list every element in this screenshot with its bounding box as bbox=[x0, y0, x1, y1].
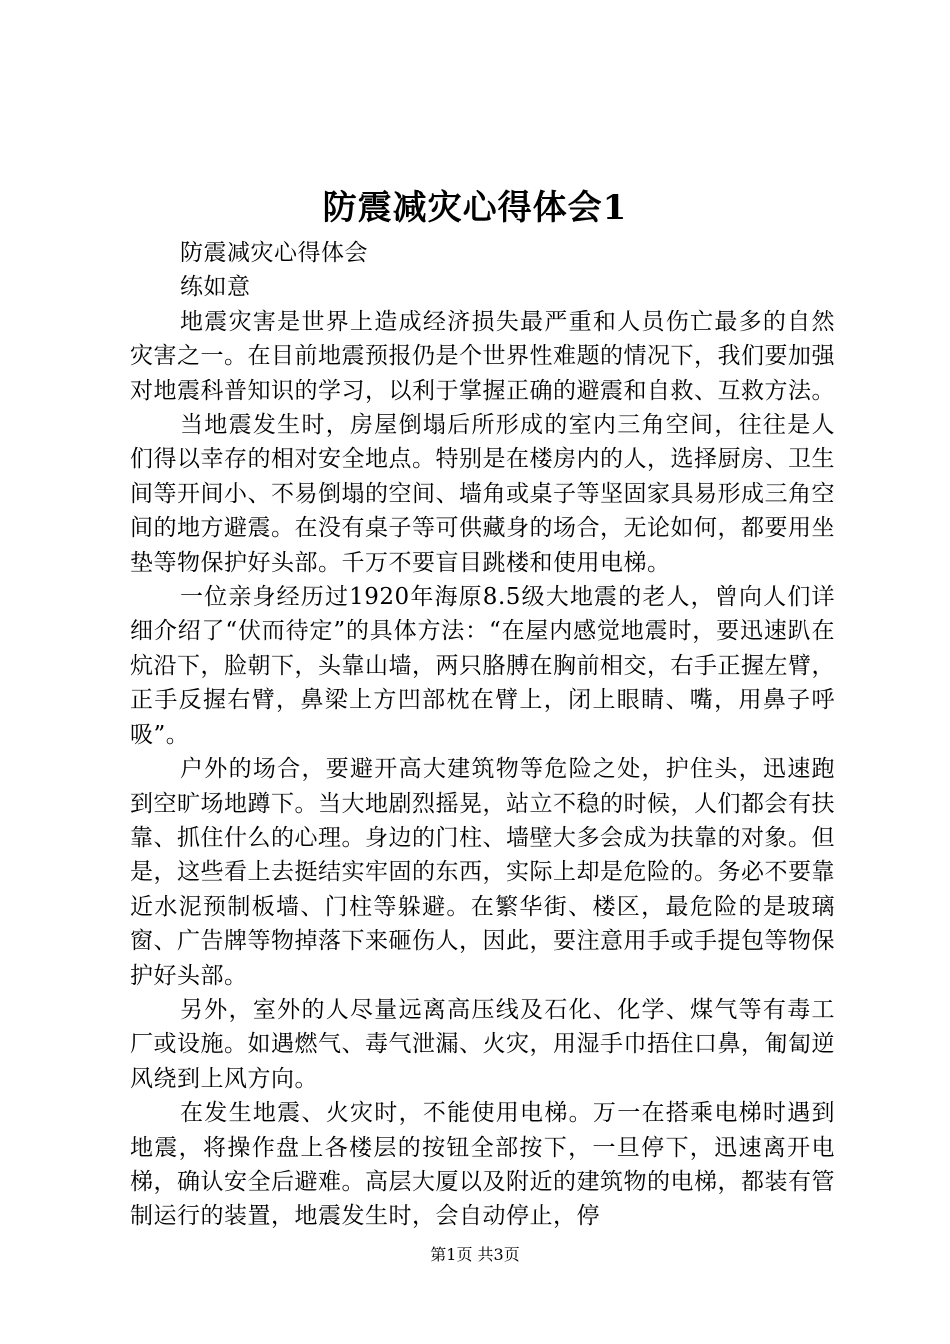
paragraph: 当地震发生时，房屋倒塌后所形成的室内三角空间，往往是人们得以幸存的相对安全地点。特别是在楼房内的人，选择厨房、卫生间等开间小、不易倒塌的空间、墙角或桌子等坚固家具易形成三角空间的地方避震。在没有桌子等可供藏身的场合，无论如何，都要用坐垫等物保护好头部。千万不要盲目跳楼和使用电梯。 bbox=[130, 412, 835, 576]
paragraph: 在发生地震、火灾时，不能使用电梯。万一在搭乘电梯时遇到地震，将操作盘上各楼层的按钮全部按下，一旦停下，迅速离开电梯，确认安全后避难。高层大厦以及附近的建筑物的电梯，都装有管制运行的装置，地震发生时，会自动停止，停 bbox=[130, 1100, 835, 1230]
document-title: 防震减灾心得体会1 bbox=[322, 188, 628, 228]
paragraph-subtitle: 防震减灾心得体会 bbox=[180, 240, 368, 266]
document-body bbox=[130, 236, 835, 1234]
paragraph: 另外，室外的人尽量远离高压线及石化、化学、煤气等有毒工厂或设施。如遇燃气、毒气泄漏、火灾，用湿手巾捂住口鼻，匍匐逆风绕到上风方向。 bbox=[130, 996, 835, 1092]
page-footer: 第1页 共3页 bbox=[430, 1245, 520, 1264]
paragraph-author: 练如意 bbox=[180, 274, 251, 301]
paragraph: 户外的场合，要避开高大建筑物等危险之处，护住头，迅速跑到空旷场地蹲下。当大地剧烈摇晃，站立不稳的时候，人们都会有扶靠、抓住什么的心理。身边的门柱、墙壁大多会成为扶靠的对象。但是，这些看上去挺结实牢固的东西，实际上却是危险的。务必不要靠近水泥预制板墙、门柱等躲避。在繁华街、楼区，最危险的是玻璃窗、广告牌等物掉落下来砸伤人，因此，要注意用手或手提包等物保护好头部。 bbox=[130, 756, 835, 989]
paragraph: 一位亲身经历过1920年海原8.5级大地震的老人，曾向人们详细介绍了“伏而待定”的具体方法：“在屋内感觉地震时，要迅速趴在炕沿下，脸朝下，头靠山墙，两只胳膊在胸前相交，右手正握左臂，正手反握右臂，鼻梁上方凹部枕在臂上，闭上眼睛、嘴，用鼻子呼吸”。 bbox=[130, 584, 835, 748]
paragraph: 地震灾害是世界上造成经济损失最严重和人员伤亡最多的自然灾害之一。在目前地震预报仍是个世界性难题的情况下，我们要加强对地震科普知识的学习，以利于掌握正确的避震和自救、互救方法。 bbox=[130, 308, 835, 404]
